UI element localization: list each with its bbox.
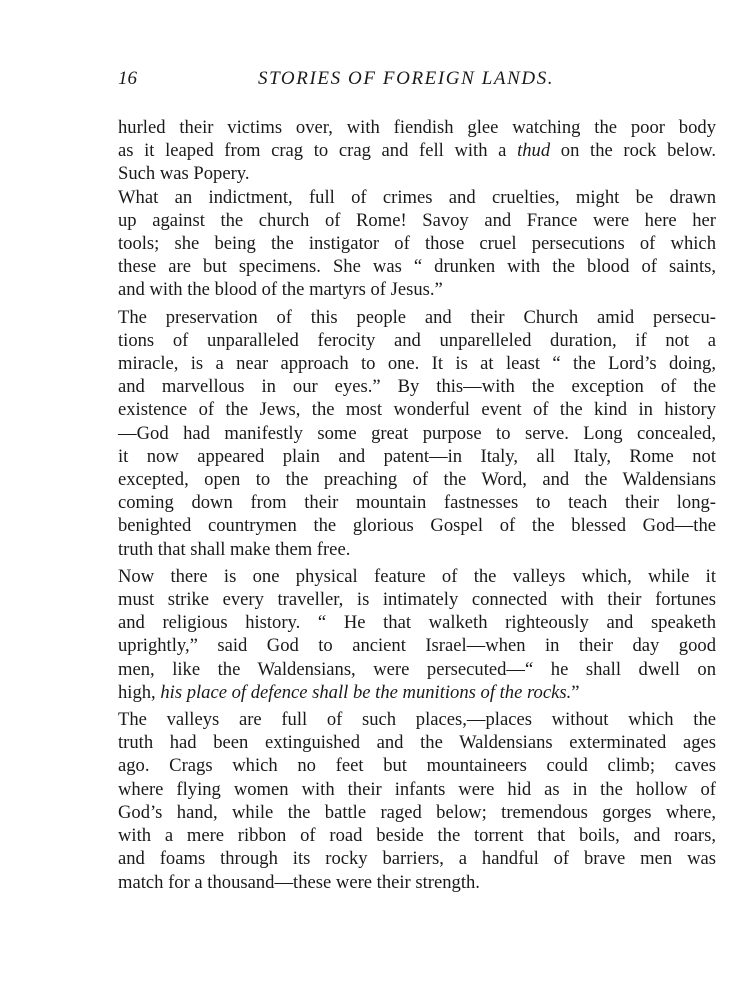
text-line: and marvellous in our eyes.” By this—with the exception of the <box>118 376 716 398</box>
text-line: as it leaped from crag to crag and fell with a thud on the rock below. <box>118 140 717 162</box>
text-line: truth that shall make them free. <box>118 538 351 560</box>
text-line: Now there is one physical feature of the valleys which, while it <box>118 565 716 587</box>
paragraph-1 <box>118 116 716 186</box>
text-line: miracle, is a near approach to one. It is at least “ the Lord’s doing, <box>118 353 716 375</box>
text-line: The preservation of this people and their Church amid persecu- <box>118 306 716 328</box>
text-line: where flying women with their infants were hid as in the hollow of <box>118 778 716 800</box>
paragraph-3 <box>118 306 716 561</box>
text-line: —God had manifestly some great purpose to serve. Long concealed, <box>118 422 716 444</box>
text-line: benighted countrymen the glorious Gospel of the blessed God—the <box>118 515 716 537</box>
text-line: and foams through its rocky barriers, a handful of brave men was <box>118 848 716 870</box>
text-line: coming down from their mountain fastnesses to teach their long- <box>118 492 716 514</box>
text-line: truth had been extinguished and the Waldensians exterminated ages <box>118 732 716 754</box>
running-title: STORIES OF FOREIGN LANDS. <box>258 68 555 89</box>
paragraph-4 <box>118 565 716 704</box>
text-line: must strike every traveller, is intimately connected with their fortunes <box>118 589 716 611</box>
text-line: and with the blood of the martyrs of Jesus.” <box>118 279 443 301</box>
page-header <box>118 68 726 98</box>
text-line: and religious history. “ He that walketh righteously and speaketh <box>118 612 716 634</box>
text-line: excepted, open to the preaching of the Word, and the Waldensians <box>118 469 716 491</box>
text-line: God’s hand, while the battle raged below; tremendous gorges where, <box>118 801 716 823</box>
emphasis-quote: his place of defence shall be the munitions of the rocks. <box>160 681 572 703</box>
text-line: The valleys are full of such places,—places without which the <box>118 709 716 731</box>
text-line: ago. Crags which no feet but mountaineers could climb; caves <box>118 755 716 777</box>
body-text <box>118 116 716 894</box>
text-line: uprightly,” said God to ancient Israel—when in their day good <box>118 635 716 657</box>
text-line: it now appeared plain and patent—in Italy, all Italy, Rome not <box>118 445 716 467</box>
text-line: up against the church of Rome! Savoy and France were here her <box>118 209 716 231</box>
text-line: with a mere ribbon of road beside the torrent that boils, and roars, <box>118 825 716 847</box>
text-line: men, like the Waldensians, were persecuted—“ he shall dwell on <box>118 658 716 680</box>
text-line: What an indictment, full of crimes and cruelties, might be drawn <box>118 186 716 208</box>
emphasis-thud: thud <box>517 140 551 162</box>
page-number: 16 <box>118 68 137 89</box>
text-line: high, his place of defence shall be the munitions of the rocks.” <box>118 681 580 703</box>
text-line: Such was Popery. <box>118 163 250 185</box>
paragraph-5 <box>118 708 716 894</box>
text-line: tions of unparalleled ferocity and unparelleled duration, if not a <box>118 329 716 351</box>
text-line: hurled their victims over, with fiendish glee watching the poor body <box>118 117 716 138</box>
text-line: these are but specimens. She was “ drunken with the blood of saints, <box>118 256 716 278</box>
text-line: existence of the Jews, the most wonderful event of the kind in history <box>118 399 716 421</box>
text-line: tools; she being the instigator of those cruel persecutions of which <box>118 233 716 255</box>
paragraph-2 <box>118 186 716 302</box>
text-line: match for a thousand—these were their strength. <box>118 871 480 893</box>
